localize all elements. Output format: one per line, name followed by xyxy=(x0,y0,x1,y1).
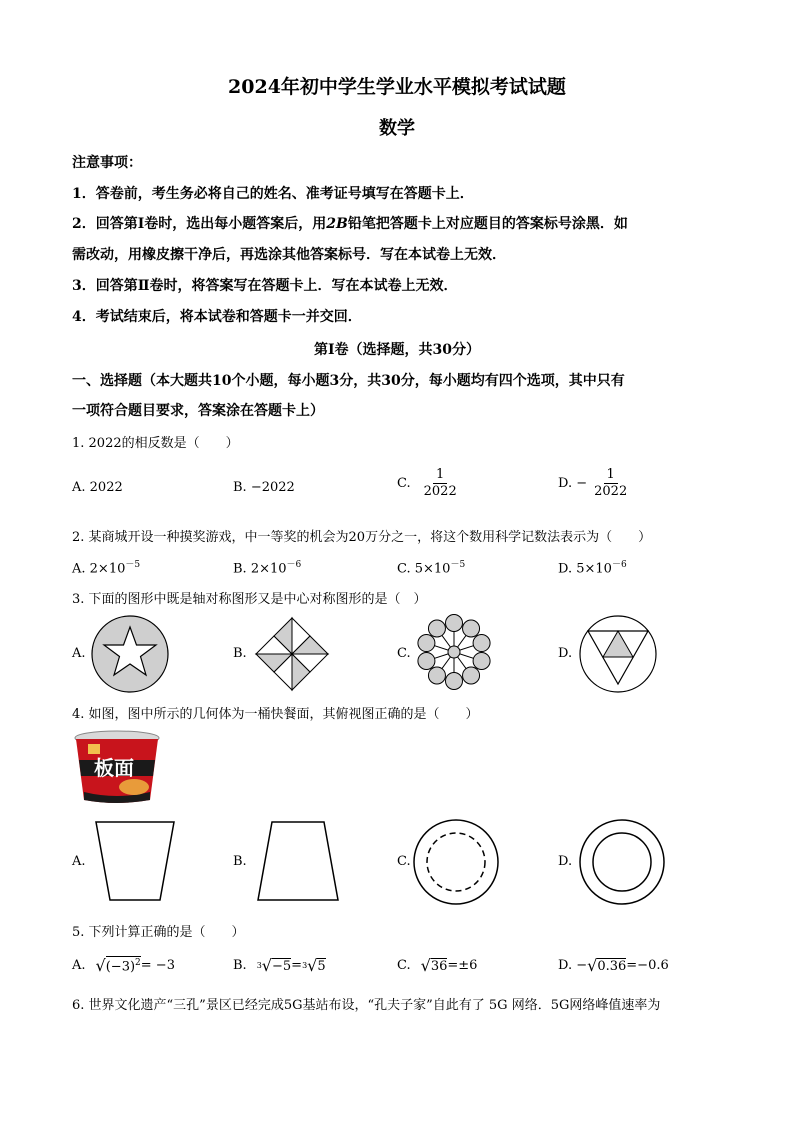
pinwheel-figure xyxy=(252,614,332,694)
q2-option-a xyxy=(72,557,140,576)
q2-option-b-exponent: －6 xyxy=(286,560,302,570)
q2-option-d-text: D. 5×10 xyxy=(558,561,612,577)
dashed-concentric-circles-figure xyxy=(412,818,500,906)
q1-option-b: B. −2022 xyxy=(233,480,295,495)
radicand-text: 5 xyxy=(317,958,326,974)
fraction-denominator: 2022 xyxy=(423,484,457,499)
solid-concentric-circles-figure xyxy=(578,818,666,906)
radical-sign: √ xyxy=(420,956,431,975)
note-2-continued: 需改动，用橡皮擦干净后，再选涂其他答案标号．写在本试卷上无效． xyxy=(72,247,506,263)
radicand-text: (−3) xyxy=(105,959,136,975)
q3-stem: 3. 下面的图形中既是轴对称图形又是中心对称图形的是（ ） xyxy=(72,592,427,607)
radicand-text: −5 xyxy=(271,958,292,974)
note-4: 4．考试结束后，将本试卷和答题卡一并交回． xyxy=(72,309,362,325)
equals-sign: = xyxy=(291,958,303,973)
q6-stem: 6. 世界文化遗产“三孔”景区已经完成5G基站布设，“孔夫子家”自此有了 5G 网络．5G网络峰值速率为 xyxy=(72,998,661,1013)
q4-stem: 4. 如图，图中所示的几何体为一桶快餐面，其俯视图正确的是（ ） xyxy=(72,707,479,722)
flower-petal-circle xyxy=(473,652,490,669)
flower-petal-circle xyxy=(473,635,490,652)
q1-option-d-label: D. − xyxy=(558,476,588,491)
q2-option-c-exponent: －5 xyxy=(450,560,466,570)
q2-option-a-exponent: －5 xyxy=(125,560,141,570)
q4-option-a-label: A. xyxy=(72,854,86,869)
radical-sign: √ xyxy=(587,956,598,975)
flower-petal-circle xyxy=(428,667,445,684)
inverted-trapezoid-figure xyxy=(90,820,180,904)
section-instructions-continued: 一项符合题目要求，答案涂在答题卡上） xyxy=(72,403,324,419)
note-1: 1．答卷前，考生务必将自己的姓名、准考证号填写在答题卡上． xyxy=(72,186,474,202)
flower-petal-circle xyxy=(446,673,463,690)
q1-option-a: A. 2022 xyxy=(72,480,123,495)
trapezoid-figure xyxy=(254,820,344,904)
note-2-part-b: 铅笔把答题卡上对应题目的答案标号涂黑．如 xyxy=(347,216,628,232)
star-in-circle-figure xyxy=(90,614,170,694)
note-2-part-a: 2．回答第Ⅰ卷时，选出每小题答案后，用 xyxy=(72,216,327,232)
flower-center-circle xyxy=(448,646,460,658)
circle-flower-figure xyxy=(414,612,494,692)
radical-sign: √ xyxy=(95,956,106,975)
note-2-pencil: 2B xyxy=(326,216,348,232)
part1-title: 第Ⅰ卷（选择题，共30分） xyxy=(313,342,481,358)
q2-option-a-text: A. 2×10 xyxy=(72,561,126,577)
q3-option-b-label: B. xyxy=(233,646,247,661)
radicand-text: 0.36 xyxy=(597,958,627,974)
fraction-denominator: 2022 xyxy=(594,484,628,499)
q2-option-b xyxy=(233,557,301,576)
q5-option-c-label: C. xyxy=(397,958,411,973)
q5-option-a-label: A. xyxy=(72,958,86,973)
q2-option-d xyxy=(558,557,627,576)
q2-option-d-exponent: －6 xyxy=(611,560,627,570)
flower-petal-circle xyxy=(446,615,463,632)
q1-stem: 1. 2022的相反数是（ ） xyxy=(72,436,239,451)
q5-option-c-result: =±6 xyxy=(447,958,478,973)
root-index: 3 xyxy=(256,961,262,970)
q4-option-d-label: D. xyxy=(558,854,573,869)
section-instructions: 一、选择题（本大题共10个小题，每小题3分，共30分，每小题均有四个选项，其中只有 xyxy=(72,373,625,389)
instant-noodle-bucket-image xyxy=(74,730,160,806)
root-index: 3 xyxy=(302,961,308,970)
fraction-numerator: 1 xyxy=(433,467,447,484)
flower-petal-circle xyxy=(418,635,435,652)
subject-title: 数学 xyxy=(379,118,415,139)
q5-option-d xyxy=(558,956,669,975)
q1-option-c-label: C. xyxy=(397,476,411,491)
fraction-numerator: 1 xyxy=(604,467,618,484)
trapezoid-shape xyxy=(258,822,338,900)
flower-petal-circle xyxy=(428,620,445,637)
q2-option-c xyxy=(397,557,465,576)
q5-option-a xyxy=(72,956,175,975)
radical-sign: √ xyxy=(307,956,318,975)
q5-option-b-label: B. xyxy=(233,958,247,973)
q3-option-d-label: D. xyxy=(558,646,573,661)
q5-option-d-label: D. − xyxy=(558,958,588,973)
notes-heading: 注意事项： xyxy=(72,155,142,171)
q3-option-c-label: C. xyxy=(397,646,411,661)
q5-option-d-result: =−0.6 xyxy=(626,958,669,973)
radical-sign: √ xyxy=(261,956,272,975)
triangle-in-circle-figure xyxy=(578,614,658,694)
flower-petal-circle xyxy=(418,652,435,669)
radicand-exponent: 2 xyxy=(135,958,141,969)
radicand xyxy=(106,956,141,974)
q1-option-c xyxy=(397,467,460,500)
q5-stem: 5. 下列计算正确的是（ ） xyxy=(72,925,245,940)
exam-title: 2024年初中学生学业水平模拟考试试题 xyxy=(228,76,566,98)
q1-option-d xyxy=(558,467,630,500)
q4-option-b-label: B. xyxy=(233,854,247,869)
noodle-bowl-picture xyxy=(119,779,149,795)
q3-option-a-label: A. xyxy=(72,646,86,661)
q4-option-c-label: C. xyxy=(397,854,411,869)
q2-option-b-text: B. 2×10 xyxy=(233,561,287,577)
q2-option-c-text: C. 5×10 xyxy=(397,561,451,577)
flower-petal-circle xyxy=(463,667,480,684)
q1-option-d-fraction xyxy=(591,467,630,500)
q5-option-a-result: = −3 xyxy=(140,958,175,973)
radicand-text: 36 xyxy=(430,958,448,974)
q5-option-c xyxy=(397,956,477,975)
q1-option-c-fraction xyxy=(421,467,460,500)
note-2 xyxy=(72,213,628,233)
q2-stem: 2. 某商城开设一种摸奖游戏，中一等奖的机会为20万分之一，将这个数用科学记数法表示为（ ） xyxy=(72,530,652,545)
note-3: 3．回答第Ⅱ卷时，将答案写在答题卡上．写在本试卷上无效． xyxy=(72,278,458,294)
trapezoid-shape xyxy=(96,822,174,900)
product-name-text: 板面 xyxy=(94,756,134,780)
q5-option-b xyxy=(233,956,326,975)
flower-petal-circle xyxy=(463,620,480,637)
logo-badge xyxy=(88,744,100,754)
